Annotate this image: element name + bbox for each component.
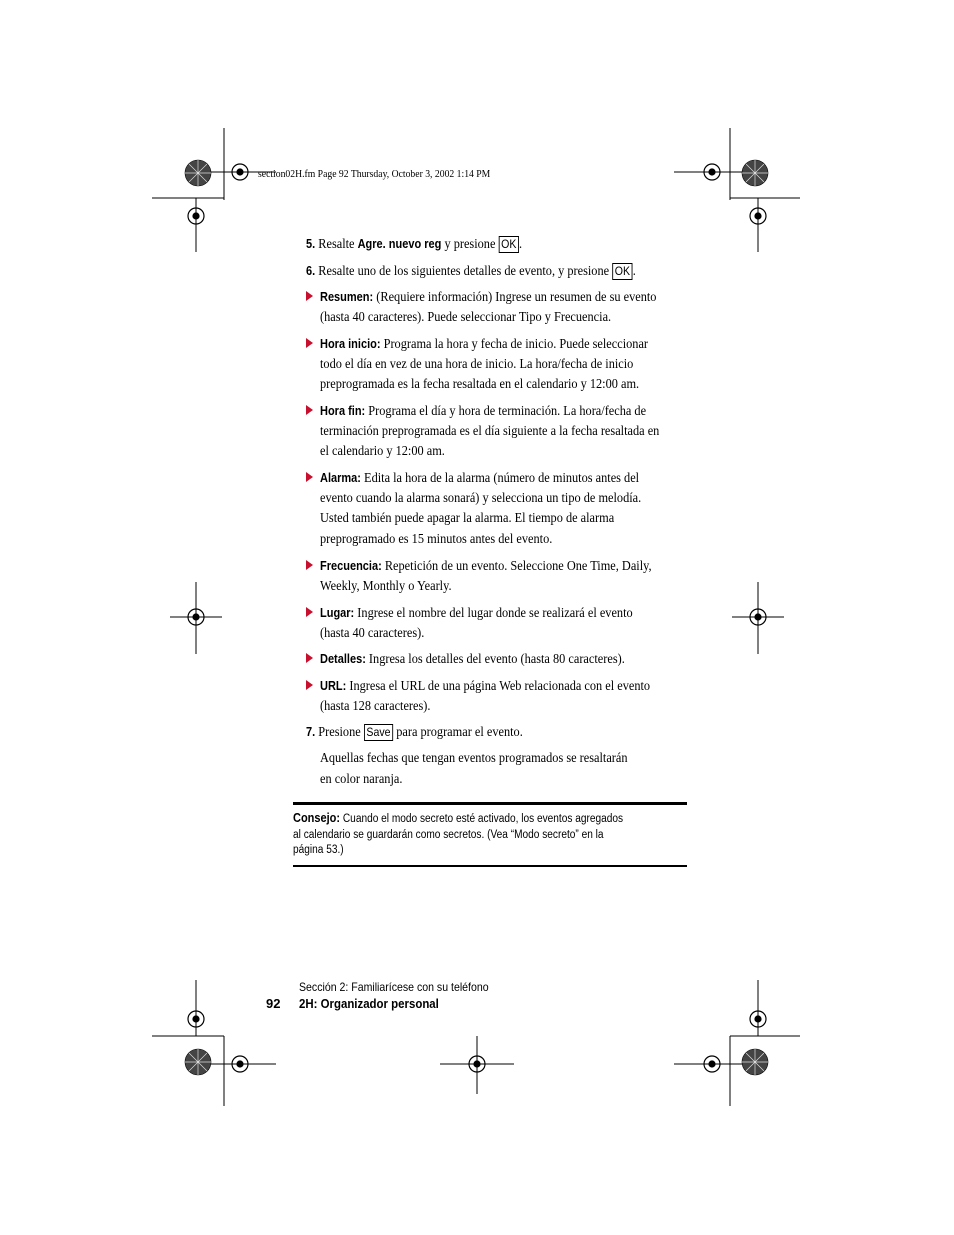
tip-label: Consejo: xyxy=(293,811,341,825)
closing-note: Aquellas fechas que tengan eventos programados se resaltarán en color naranja. xyxy=(320,751,628,787)
bullet-alarma: Alarma: Edita la hora de la alarma (número de minutos antes del evento cuando la alarma sonará) y selecciona un tipo de melodía. Usted también puede apagar la alarma. El tiempo de alarma preprogramado es 15 minutos antes del evento. xyxy=(320,468,685,550)
bullet-arrow-icon xyxy=(306,405,313,415)
bullet-arrow-icon xyxy=(306,291,313,301)
menu-item-name: Agre. nuevo reg xyxy=(357,237,442,251)
bullet-arrow-icon xyxy=(306,680,313,690)
bullet-url: URL: Ingresa el URL de una página Web relacionada con el evento (hasta 128 caracteres). xyxy=(320,676,695,717)
bullet-detalles: Detalles: Ingresa los detalles del evento (hasta 80 caracteres). xyxy=(320,649,666,670)
bullet-resumen: Resumen: (Requiere información) Ingrese un resumen de su evento (hasta 40 caracteres). Puede seleccionar Tipo y Frecuencia. xyxy=(320,287,702,328)
bullet-hora-inicio: Hora inicio: Programa la hora y fecha de inicio. Puede seleccionar todo el día en vez de una hora de inicio. La hora/fecha de inicio preprogramada es la fecha resaltada en el calendario y 12:00 am. xyxy=(320,334,693,396)
step-number: 7. xyxy=(306,725,316,739)
save-key: Save xyxy=(364,724,393,741)
bullet-hora-fin: Hora fin: Programa el día y hora de terminación. La hora/fecha de terminación preprogramada es el día siguiente a la fecha resaltada en el calendario y 12:00 am. xyxy=(320,401,706,463)
step-number: 5. xyxy=(306,237,316,251)
ok-key: OK xyxy=(612,263,633,280)
ok-key: OK xyxy=(499,236,520,253)
step-7: 7. Presione Save para programar el evento. xyxy=(306,725,523,740)
bullet-lugar: Lugar: Ingrese el nombre del lugar donde se realizará el evento (hasta 40 caracteres). xyxy=(320,603,675,644)
footer-section: Sección 2: Familiarícese con su teléfono xyxy=(299,980,489,994)
page-number: 92 xyxy=(266,996,281,1011)
step-number: 6. xyxy=(306,264,316,278)
file-stamp: section02H.fm Page 92 Thursday, October 3, 2002 1:14 PM xyxy=(258,168,491,180)
step-6: 6. Resalte uno de los siguientes detalles de evento, y presione OK . xyxy=(306,264,636,279)
bullet-arrow-icon xyxy=(306,472,313,482)
bullet-frecuencia: Frecuencia: Repetición de un evento. Seleccione One Time, Daily, Weekly, Monthly o Yearly. xyxy=(320,556,697,597)
tip-box: Consejo: Cuando el modo secreto esté activado, los eventos agregados al calendario se guardarán como secretos. (Vea “Modo secreto” en la página 53.) xyxy=(293,802,687,867)
bullet-arrow-icon xyxy=(306,607,313,617)
footer-chapter: 2H: Organizador personal xyxy=(299,996,439,1011)
bullet-arrow-icon xyxy=(306,338,313,348)
bullet-arrow-icon xyxy=(306,560,313,570)
bullet-arrow-icon xyxy=(306,653,313,663)
step-5: 5. Resalte Agre. nuevo reg y presione OK . xyxy=(306,237,523,252)
